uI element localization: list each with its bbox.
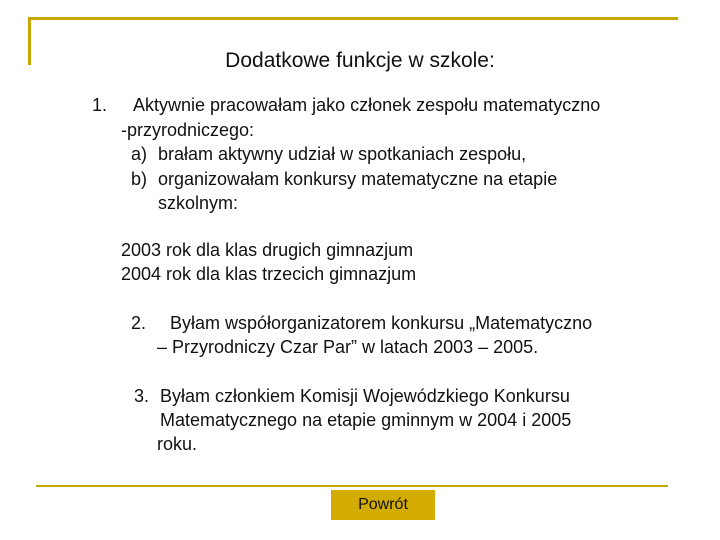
item1-sub-a-label: a)	[131, 144, 148, 164]
item1-sub-b-line2: szkolnym:	[158, 193, 239, 213]
slide-title-text: Dodatkowe funkcje w szkole:	[225, 49, 495, 72]
item3-line3: roku.	[157, 434, 198, 454]
back-button[interactable]: Powrót	[331, 490, 435, 520]
frame-bottom-line	[36, 485, 668, 487]
item3-number: 3.	[134, 386, 150, 406]
item1-sub-a: brałam aktywny udział w spotkaniach zespołu,	[158, 144, 527, 164]
item3-line2: Matematycznego na etapie gminnym w 2004 i 2005	[160, 410, 572, 430]
item1-sub-b-label: b)	[131, 169, 148, 189]
item2-line1: Byłam współorganizatorem konkursu „Matematyczno	[170, 313, 593, 333]
item1-sub-b-line1: organizowałam konkursy matematyczne na etapie	[158, 169, 558, 189]
item3-line1: Byłam członkiem Komisji Wojewódzkiego Konkursu	[160, 386, 570, 406]
item1-number: 1.	[92, 95, 108, 115]
years-line2: 2004 rok dla klas trzecich gimnazjum	[121, 264, 417, 284]
years-line1: 2003 rok dla klas drugich gimnazjum	[121, 240, 414, 260]
item2-line2: – Przyrodniczy Czar Par” w latach 2003 – 2005.	[157, 337, 539, 357]
frame-top-line	[28, 17, 678, 20]
slide-title	[0, 49, 720, 73]
item1-line2: -przyrodniczego:	[121, 120, 255, 140]
item1-line1: Aktywnie pracowałam jako członek zespołu matematyczno	[133, 95, 601, 115]
item2-number: 2.	[131, 313, 147, 333]
